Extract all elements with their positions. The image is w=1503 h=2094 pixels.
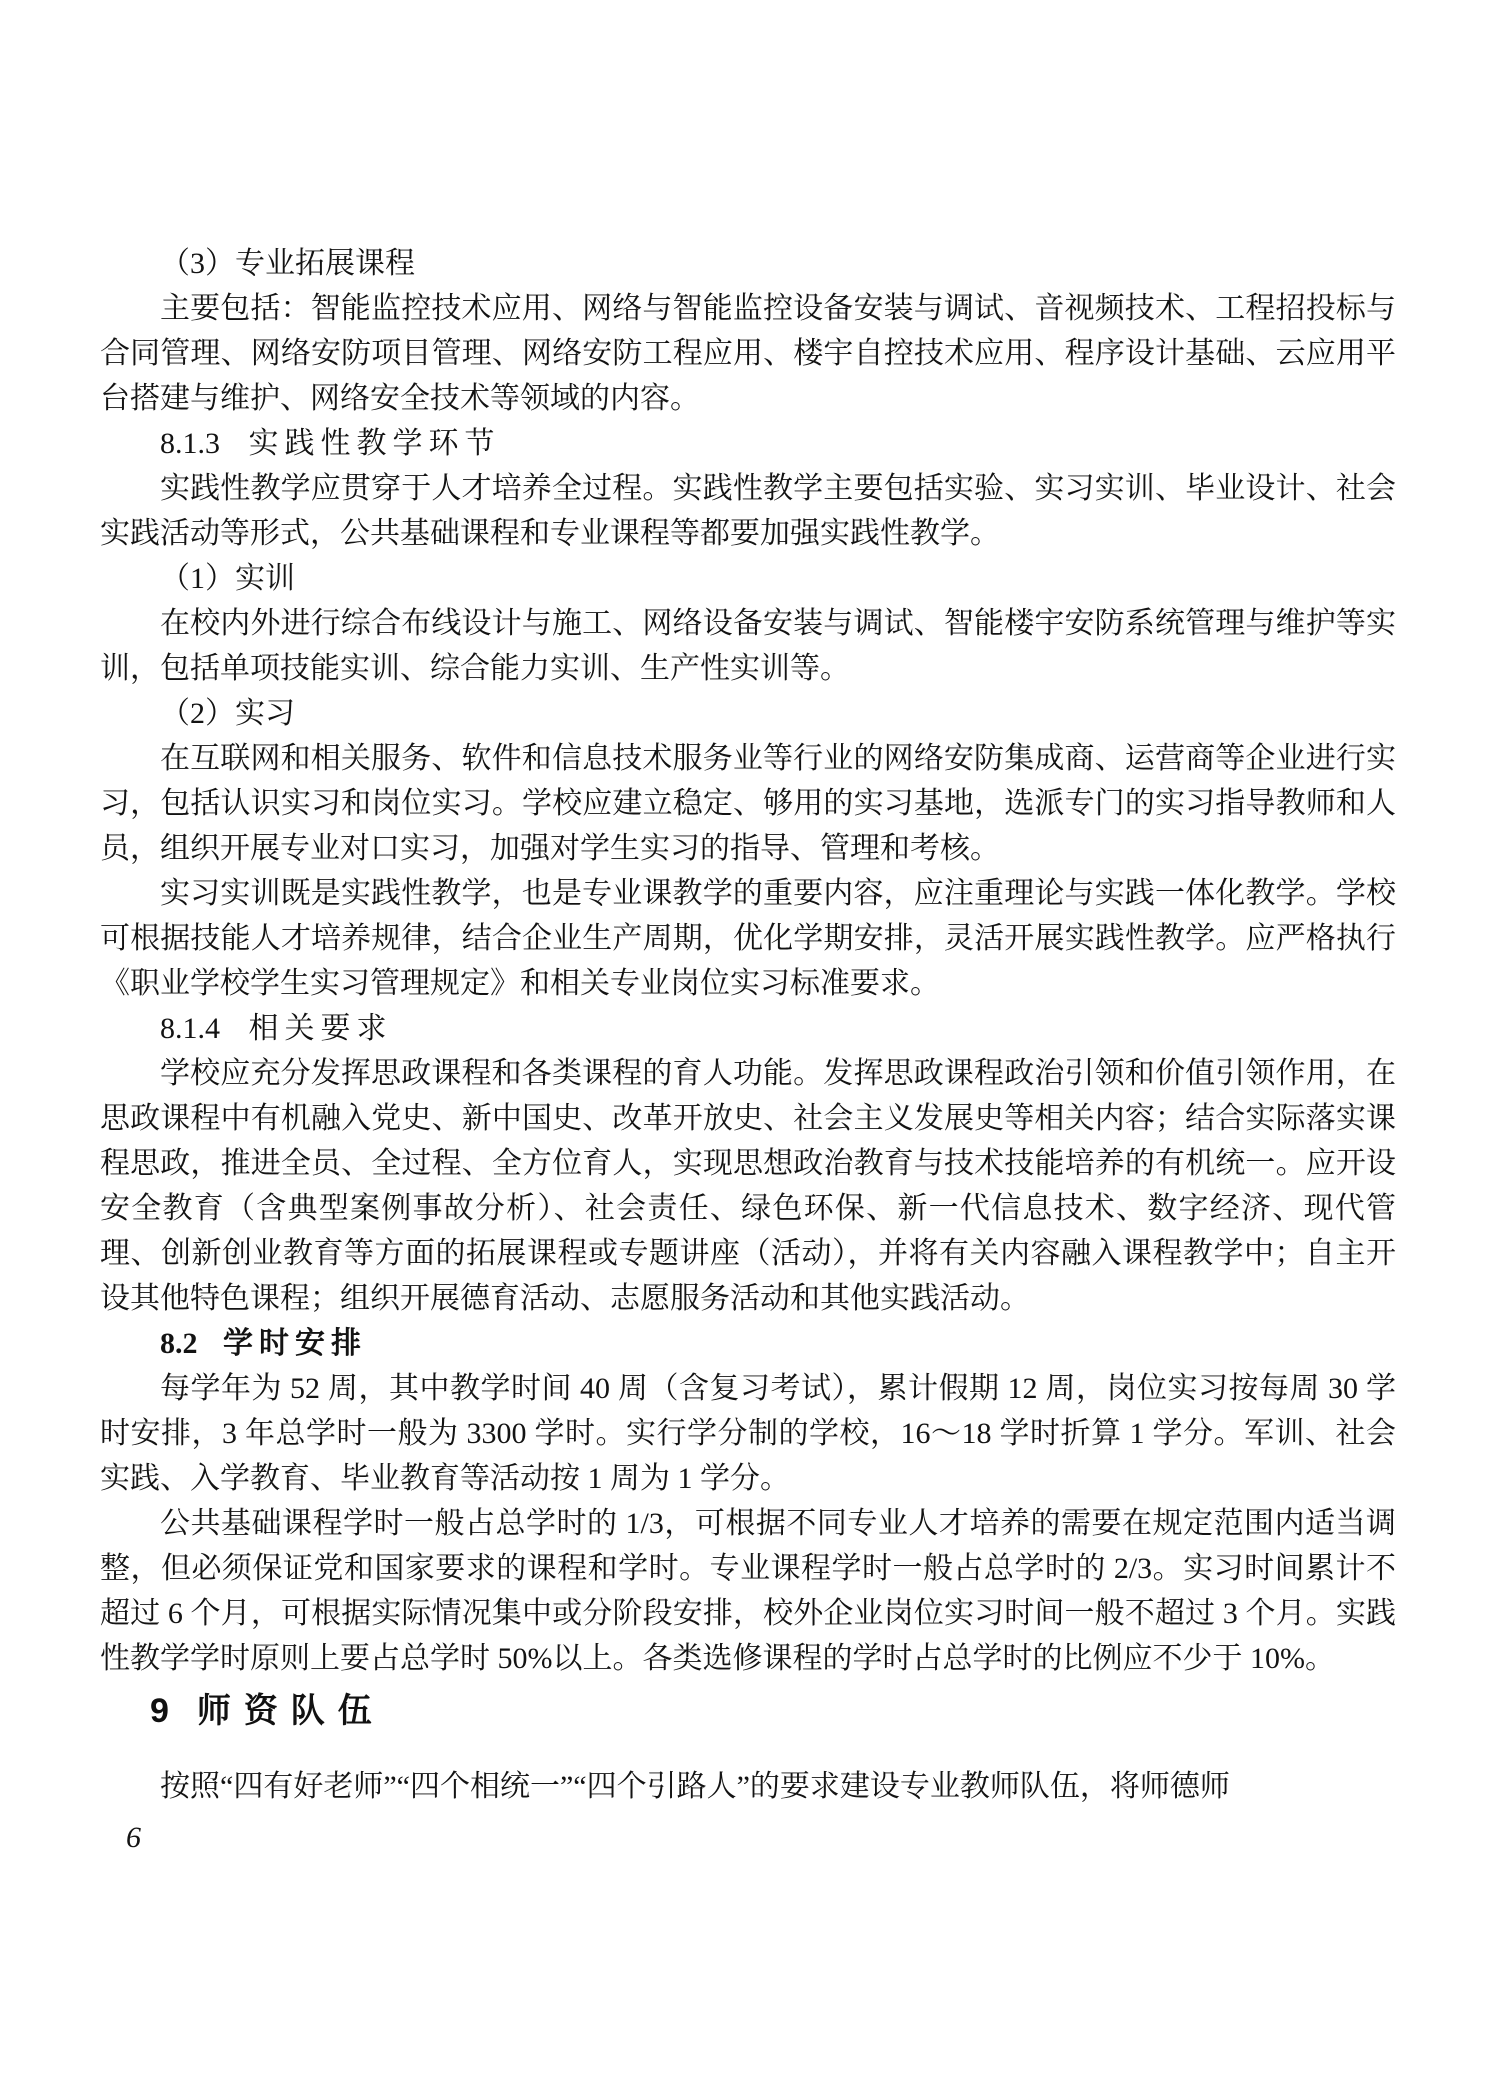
sub-item-label-2: （2）实习	[160, 697, 295, 730]
section-heading-8-2	[100, 1321, 1396, 1366]
paragraph: 每学年为 52 周，其中教学时间 40 周（含复习考试），累计假期 12 周，岗位实习按每周 30 学时安排，3 年总学时一般为 3300 学时。实行学分制的学校，16～18 学时折算 1 学分。军训、社会实践、入学教育、毕业教育等活动按 1 周为 1 学分。	[100, 1372, 1396, 1495]
heading-number: 9	[150, 1692, 169, 1730]
heading-title: 相关要求	[248, 1012, 393, 1045]
heading-title: 师资队伍	[196, 1692, 385, 1730]
paragraph: 学校应充分发挥思政课程和各类课程的育人功能。发挥思政课程政治引领和价值引领作用，在思政课程中有机融入党史、新中国史、改革开放史、社会主义发展史等相关内容；结合实际落实课程思政，推进全员、全过程、全方位育人，实现思想政治教育与技术技能培养的有机统一。应开设安全教育（含典型案例事故分析）、社会责任、绿色环保、新一代信息技术、数字经济、现代管理、创新创业教育等方面的拓展课程或专题讲座（活动），并将有关内容融入课程教学中；自主开设其他特色课程；组织开展德育活动、志愿服务活动和其他实践活动。	[100, 1057, 1396, 1315]
chapter-heading-9	[100, 1687, 1396, 1735]
section-heading-8-1-4	[100, 1006, 1396, 1051]
paragraph: 在互联网和相关服务、软件和信息技术服务业等行业的网络安防集成商、运营商等企业进行实习，包括认识实习和岗位实习。学校应建立稳定、够用的实习基地，选派专门的实习指导教师和人员，组织开展专业对口实习，加强对学生实习的指导、管理和考核。	[100, 742, 1396, 865]
section-heading-8-1-3	[100, 421, 1396, 466]
heading-title: 实践性教学环节	[248, 427, 501, 460]
heading-number: 8.1.4	[160, 1012, 220, 1045]
paragraph: 主要包括：智能监控技术应用、网络与智能监控设备安装与调试、音视频技术、工程招投标与合同管理、网络安防项目管理、网络安防工程应用、楼宇自控技术应用、程序设计基础、云应用平台搭建与维护、网络安全技术等领域的内容。	[100, 292, 1396, 415]
heading-title: 学时安排	[223, 1327, 367, 1360]
heading-number: 8.1.3	[160, 427, 220, 460]
heading-number: 8.2	[160, 1327, 198, 1360]
document-body	[100, 241, 1396, 1860]
paragraph: 公共基础课程学时一般占总学时的 1/3，可根据不同专业人才培养的需要在规定范围内适当调整，但必须保证党和国家要求的课程和学时。专业课程学时一般占总学时的 2/3。实习时间累计不超过 6 个月，可根据实际情况集中或分阶段安排，校外企业岗位实习时间一般不超过 3 个月。实践性教学学时原则上要占总学时 50%以上。各类选修课程的学时占总学时的比例应不少于 10%。	[100, 1507, 1396, 1675]
paragraph: 在校内外进行综合布线设计与施工、网络设备安装与调试、智能楼宇安防系统管理与维护等实训，包括单项技能实训、综合能力实训、生产性实训等。	[100, 607, 1396, 685]
paragraph: 按照“四有好老师”“四个相统一”“四个引路人”的要求建设专业教师队伍，将师德师	[160, 1770, 1230, 1803]
sub-item-label-1: （1）实训	[160, 562, 295, 595]
page-number: 6	[126, 1821, 141, 1854]
sub-item-label-3: （3）专业拓展课程	[160, 247, 415, 280]
paragraph: 实习实训既是实践性教学，也是专业课教学的重要内容，应注重理论与实践一体化教学。学校可根据技能人才培养规律，结合企业生产周期，优化学期安排，灵活开展实践性教学。应严格执行《职业学校学生实习管理规定》和相关专业岗位实习标准要求。	[100, 877, 1396, 1000]
paragraph: 实践性教学应贯穿于人才培养全过程。实践性教学主要包括实验、实习实训、毕业设计、社会实践活动等形式，公共基础课程和专业课程等都要加强实践性教学。	[100, 472, 1396, 550]
